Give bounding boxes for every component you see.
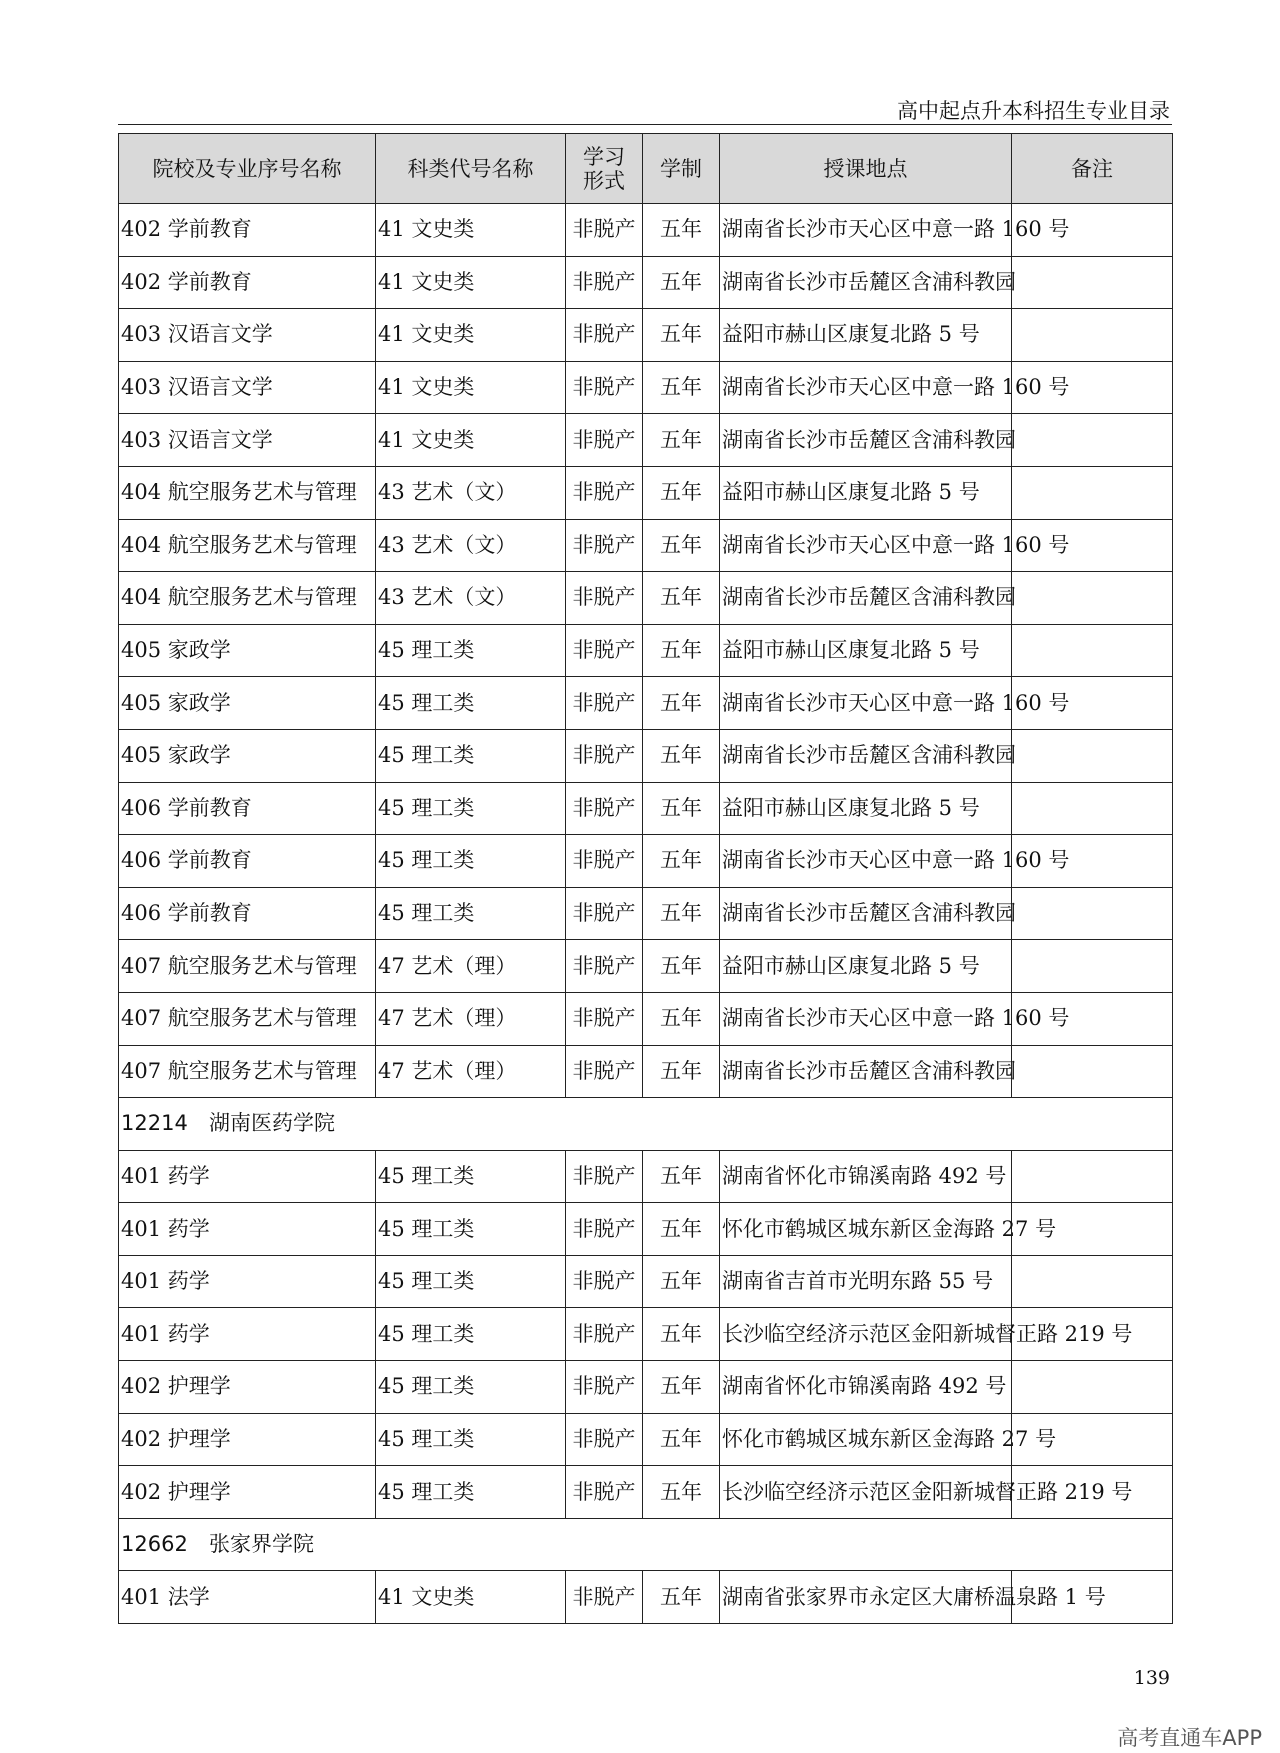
table-row [119, 677, 1173, 730]
major-cell: 405 家政学 [119, 624, 376, 677]
table-row [119, 1255, 1173, 1308]
remarks-cell [1012, 572, 1173, 625]
duration-cell: 五年 [643, 835, 720, 888]
study-form-cell: 非脱产 [566, 1308, 643, 1361]
study-form-cell: 非脱产 [566, 677, 643, 730]
duration-cell: 五年 [643, 940, 720, 993]
table-row [119, 1361, 1173, 1414]
table-row [119, 1150, 1173, 1203]
study-form-cell: 非脱产 [566, 1466, 643, 1519]
duration-cell: 五年 [643, 256, 720, 309]
remarks-cell [1012, 782, 1173, 835]
remarks-cell [1012, 624, 1173, 677]
table-row [119, 204, 1173, 257]
location-cell: 湖南省长沙市天心区中意一路 160 号 [720, 519, 1012, 572]
location-cell: 湖南省长沙市岳麓区含浦科教园 [720, 414, 1012, 467]
duration-cell: 五年 [643, 204, 720, 257]
table-row [119, 1308, 1173, 1361]
table-row [119, 466, 1173, 519]
study-form-cell: 非脱产 [566, 466, 643, 519]
study-form-cell: 非脱产 [566, 572, 643, 625]
major-cell: 401 药学 [119, 1255, 376, 1308]
major-cell: 406 学前教育 [119, 782, 376, 835]
school-name: 张家界学院 [209, 1532, 314, 1557]
category-cell: 45 理工类 [376, 835, 566, 888]
duration-cell: 五年 [643, 1361, 720, 1414]
table-row [119, 992, 1173, 1045]
category-cell: 45 理工类 [376, 624, 566, 677]
location-cell: 湖南省长沙市天心区中意一路 160 号 [720, 361, 1012, 414]
category-cell: 41 文史类 [376, 1571, 566, 1624]
location-cell: 怀化市鹤城区城东新区金海路 27 号 [720, 1413, 1012, 1466]
table-row [119, 256, 1173, 309]
category-cell: 43 艺术（文） [376, 572, 566, 625]
study-form-cell: 非脱产 [566, 1045, 643, 1098]
column-header-remarks: 备注 [1012, 134, 1173, 204]
school-name: 湖南医药学院 [209, 1111, 335, 1136]
location-cell: 益阳市赫山区康复北路 5 号 [720, 782, 1012, 835]
table-row [119, 1203, 1173, 1256]
location-cell: 湖南省长沙市岳麓区含浦科教园 [720, 572, 1012, 625]
school-header-cell [119, 1098, 1173, 1151]
major-cell: 403 汉语言文学 [119, 414, 376, 467]
location-cell: 湖南省长沙市岳麓区含浦科教园 [720, 256, 1012, 309]
location-cell: 益阳市赫山区康复北路 5 号 [720, 940, 1012, 993]
location-cell: 益阳市赫山区康复北路 5 号 [720, 309, 1012, 362]
major-cell: 406 学前教育 [119, 887, 376, 940]
major-cell: 404 航空服务艺术与管理 [119, 466, 376, 519]
column-header-major: 院校及专业序号名称 [119, 134, 376, 204]
location-cell: 长沙临空经济示范区金阳新城督正路 219 号 [720, 1466, 1012, 1519]
major-cell: 401 药学 [119, 1203, 376, 1256]
duration-cell: 五年 [643, 519, 720, 572]
major-cell: 407 航空服务艺术与管理 [119, 992, 376, 1045]
category-cell: 43 艺术（文） [376, 466, 566, 519]
study-form-cell: 非脱产 [566, 940, 643, 993]
location-cell: 怀化市鹤城区城东新区金海路 27 号 [720, 1203, 1012, 1256]
category-cell: 41 文史类 [376, 256, 566, 309]
column-header-study-form-line2: 形式 [583, 168, 625, 193]
remarks-cell [1012, 1045, 1173, 1098]
remarks-cell [1012, 729, 1173, 782]
duration-cell: 五年 [643, 624, 720, 677]
remarks-cell [1012, 1150, 1173, 1203]
location-cell: 湖南省长沙市天心区中意一路 160 号 [720, 677, 1012, 730]
category-cell: 41 文史类 [376, 361, 566, 414]
table-row [119, 887, 1173, 940]
category-cell: 45 理工类 [376, 887, 566, 940]
major-cell: 401 法学 [119, 1571, 376, 1624]
study-form-cell: 非脱产 [566, 729, 643, 782]
location-cell: 湖南省怀化市锦溪南路 492 号 [720, 1361, 1012, 1414]
location-cell: 湖南省长沙市天心区中意一路 160 号 [720, 835, 1012, 888]
location-cell: 湖南省长沙市岳麓区含浦科教园 [720, 887, 1012, 940]
remarks-cell [1012, 887, 1173, 940]
category-cell: 45 理工类 [376, 782, 566, 835]
school-header-row [119, 1098, 1173, 1151]
duration-cell: 五年 [643, 1413, 720, 1466]
study-form-cell: 非脱产 [566, 256, 643, 309]
category-cell: 41 文史类 [376, 414, 566, 467]
table-body [119, 204, 1173, 1624]
major-cell: 405 家政学 [119, 729, 376, 782]
school-header-cell [119, 1518, 1173, 1571]
table-row [119, 519, 1173, 572]
study-form-cell: 非脱产 [566, 1255, 643, 1308]
major-cell: 402 学前教育 [119, 204, 376, 257]
duration-cell: 五年 [643, 1571, 720, 1624]
study-form-cell: 非脱产 [566, 835, 643, 888]
watermark-text: 高考直通车APP [1117, 1726, 1262, 1750]
study-form-cell: 非脱产 [566, 204, 643, 257]
category-cell: 45 理工类 [376, 1150, 566, 1203]
admissions-catalog-table [118, 133, 1173, 1624]
study-form-cell: 非脱产 [566, 624, 643, 677]
category-cell: 45 理工类 [376, 1203, 566, 1256]
table-row [119, 361, 1173, 414]
study-form-cell: 非脱产 [566, 361, 643, 414]
major-cell: 402 学前教育 [119, 256, 376, 309]
study-form-cell: 非脱产 [566, 309, 643, 362]
table-row [119, 414, 1173, 467]
remarks-cell [1012, 414, 1173, 467]
major-cell: 402 护理学 [119, 1413, 376, 1466]
duration-cell: 五年 [643, 414, 720, 467]
major-cell: 403 汉语言文学 [119, 361, 376, 414]
category-cell: 45 理工类 [376, 1413, 566, 1466]
category-cell: 45 理工类 [376, 1466, 566, 1519]
category-cell: 47 艺术（理） [376, 1045, 566, 1098]
study-form-cell: 非脱产 [566, 1571, 643, 1624]
column-header-category: 科类代号名称 [376, 134, 566, 204]
school-code: 12214 [121, 1111, 188, 1136]
study-form-cell: 非脱产 [566, 519, 643, 572]
major-cell: 401 药学 [119, 1308, 376, 1361]
duration-cell: 五年 [643, 1203, 720, 1256]
location-cell: 湖南省长沙市天心区中意一路 160 号 [720, 204, 1012, 257]
table-row [119, 940, 1173, 993]
table-row [119, 572, 1173, 625]
remarks-cell [1012, 1361, 1173, 1414]
duration-cell: 五年 [643, 1466, 720, 1519]
location-cell: 湖南省长沙市岳麓区含浦科教园 [720, 1045, 1012, 1098]
table-row [119, 1571, 1173, 1624]
category-cell: 41 文史类 [376, 309, 566, 362]
duration-cell: 五年 [643, 1150, 720, 1203]
category-cell: 47 艺术（理） [376, 940, 566, 993]
major-cell: 402 护理学 [119, 1361, 376, 1414]
location-cell: 湖南省长沙市岳麓区含浦科教园 [720, 729, 1012, 782]
remarks-cell [1012, 309, 1173, 362]
category-cell: 45 理工类 [376, 677, 566, 730]
category-cell: 43 艺术（文） [376, 519, 566, 572]
remarks-cell [1012, 940, 1173, 993]
study-form-cell: 非脱产 [566, 1361, 643, 1414]
study-form-cell: 非脱产 [566, 1150, 643, 1203]
category-cell: 45 理工类 [376, 1361, 566, 1414]
table-row [119, 1413, 1173, 1466]
duration-cell: 五年 [643, 466, 720, 519]
table-row [119, 624, 1173, 677]
duration-cell: 五年 [643, 992, 720, 1045]
category-cell: 47 艺术（理） [376, 992, 566, 1045]
table-row [119, 729, 1173, 782]
study-form-cell: 非脱产 [566, 782, 643, 835]
page-number: 139 [1133, 1667, 1170, 1689]
location-cell: 湖南省长沙市天心区中意一路 160 号 [720, 992, 1012, 1045]
study-form-cell: 非脱产 [566, 1413, 643, 1466]
duration-cell: 五年 [643, 677, 720, 730]
major-cell: 405 家政学 [119, 677, 376, 730]
duration-cell: 五年 [643, 782, 720, 835]
column-header-location: 授课地点 [720, 134, 1012, 204]
table-row [119, 1466, 1173, 1519]
column-header-study-form-line1: 学习 [583, 144, 625, 169]
location-cell: 益阳市赫山区康复北路 5 号 [720, 466, 1012, 519]
duration-cell: 五年 [643, 309, 720, 362]
duration-cell: 五年 [643, 1308, 720, 1361]
location-cell: 湖南省怀化市锦溪南路 492 号 [720, 1150, 1012, 1203]
duration-cell: 五年 [643, 1255, 720, 1308]
major-cell: 401 药学 [119, 1150, 376, 1203]
location-cell: 益阳市赫山区康复北路 5 号 [720, 624, 1012, 677]
header-rule [118, 124, 1172, 125]
study-form-cell: 非脱产 [566, 992, 643, 1045]
remarks-cell [1012, 1255, 1173, 1308]
study-form-cell: 非脱产 [566, 1203, 643, 1256]
category-cell: 45 理工类 [376, 1308, 566, 1361]
major-cell: 407 航空服务艺术与管理 [119, 940, 376, 993]
school-code: 12662 [121, 1532, 188, 1557]
duration-cell: 五年 [643, 1045, 720, 1098]
column-header-duration: 学制 [643, 134, 720, 204]
study-form-cell: 非脱产 [566, 414, 643, 467]
table-row [119, 1045, 1173, 1098]
major-cell: 404 航空服务艺术与管理 [119, 572, 376, 625]
remarks-cell [1012, 466, 1173, 519]
duration-cell: 五年 [643, 887, 720, 940]
major-cell: 402 护理学 [119, 1466, 376, 1519]
duration-cell: 五年 [643, 572, 720, 625]
location-cell: 长沙临空经济示范区金阳新城督正路 219 号 [720, 1308, 1012, 1361]
table-header-row [119, 134, 1173, 204]
category-cell: 45 理工类 [376, 1255, 566, 1308]
school-header-row [119, 1518, 1173, 1571]
table-row [119, 782, 1173, 835]
duration-cell: 五年 [643, 729, 720, 782]
table-row [119, 835, 1173, 888]
table-row [119, 309, 1173, 362]
major-cell: 404 航空服务艺术与管理 [119, 519, 376, 572]
major-cell: 406 学前教育 [119, 835, 376, 888]
major-cell: 407 航空服务艺术与管理 [119, 1045, 376, 1098]
category-cell: 45 理工类 [376, 729, 566, 782]
column-header-study-form [566, 134, 643, 204]
duration-cell: 五年 [643, 361, 720, 414]
location-cell: 湖南省张家界市永定区大庸桥温泉路 1 号 [720, 1571, 1012, 1624]
location-cell: 湖南省吉首市光明东路 55 号 [720, 1255, 1012, 1308]
study-form-cell: 非脱产 [566, 887, 643, 940]
category-cell: 41 文史类 [376, 204, 566, 257]
major-cell: 403 汉语言文学 [119, 309, 376, 362]
page-header-title: 高中起点升本科招生专业目录 [897, 99, 1170, 123]
remarks-cell [1012, 256, 1173, 309]
